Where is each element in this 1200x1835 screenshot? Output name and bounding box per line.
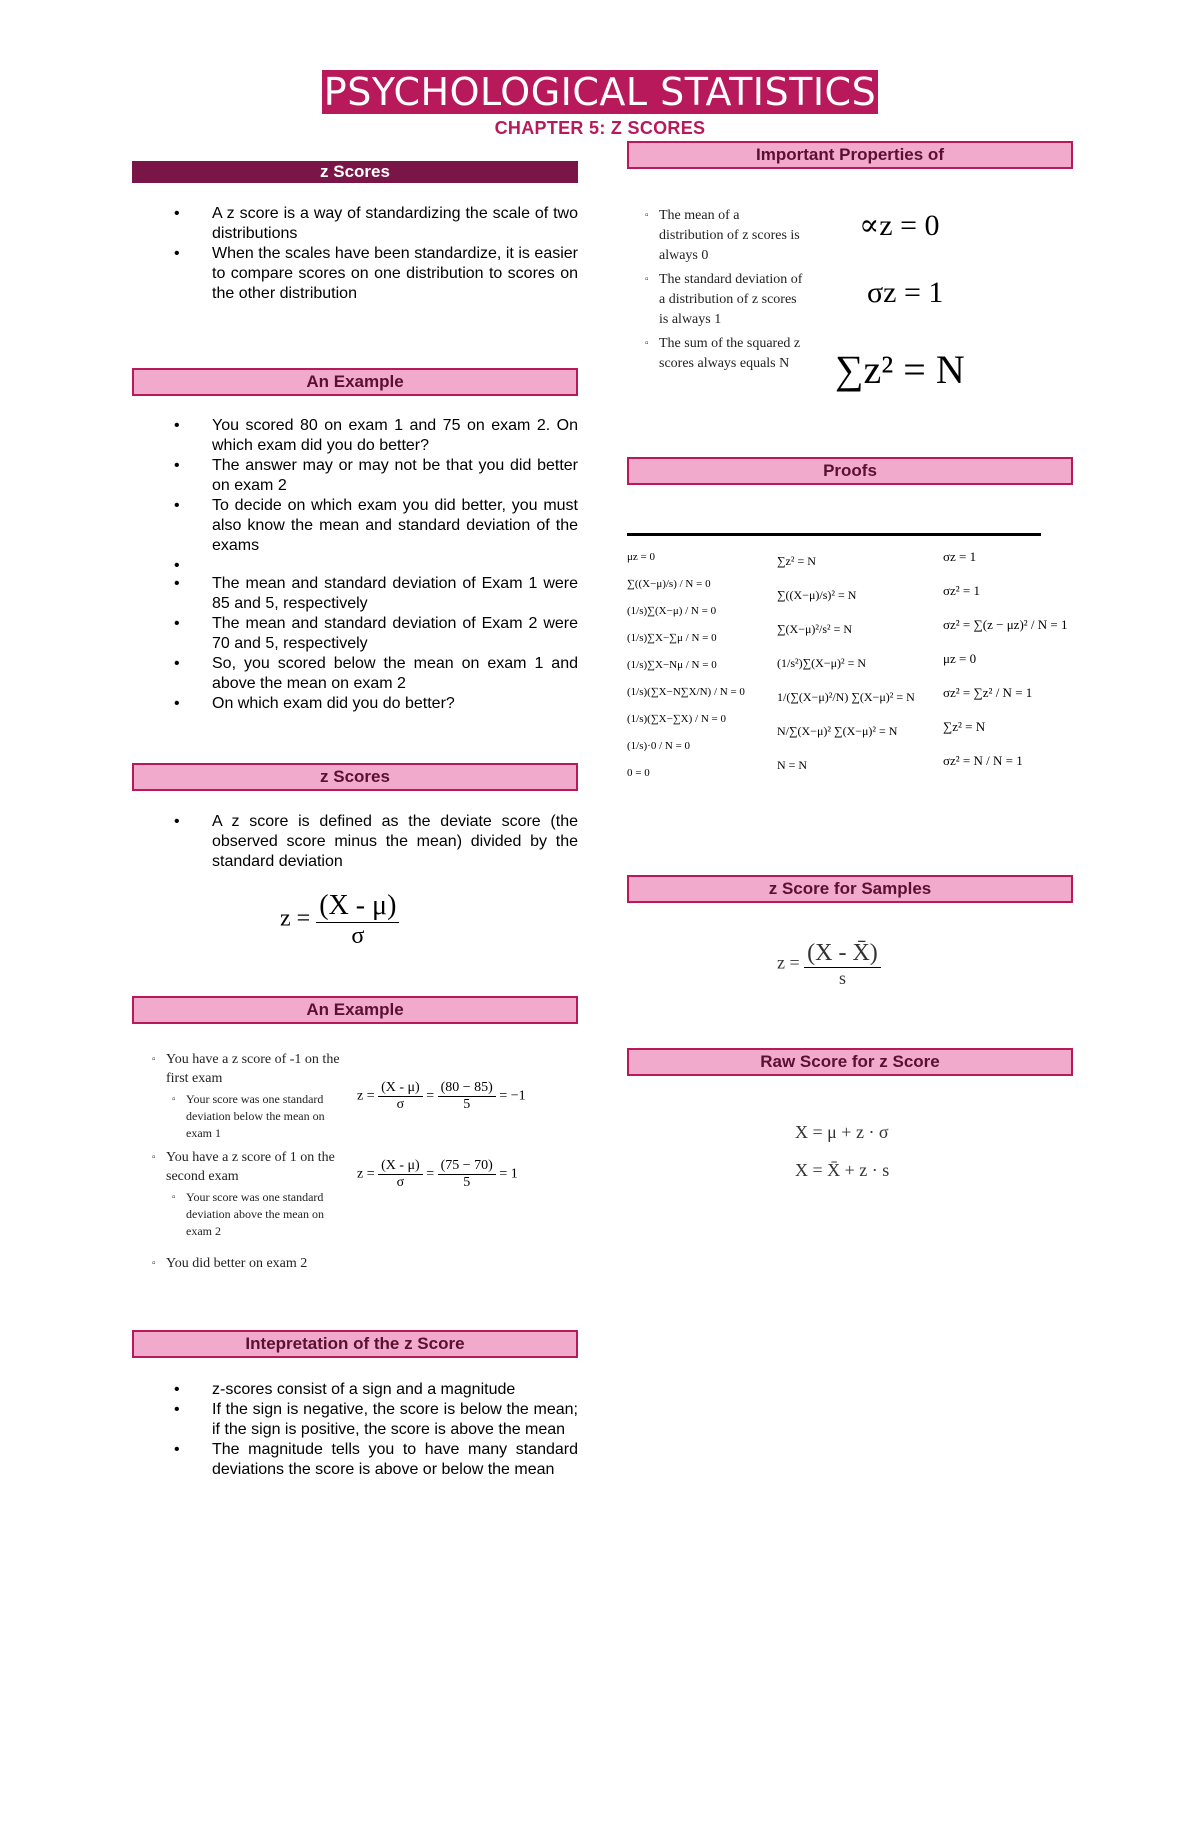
- page-title: PSYCHOLOGICAL STATISTICS: [323, 70, 877, 114]
- example-equation-1: z = $\frac{(X - \mu)}{\sigma}$ = $\frac{(80 - 85)}{5}$ = −1: [357, 1080, 526, 1112]
- bullet-icon: ▫: [645, 338, 649, 349]
- list-item: [152, 1148, 342, 1186]
- proof-column-sd: [943, 540, 1093, 778]
- proof-line: μz = 0: [627, 551, 655, 563]
- chapter-subtitle: CHAPTER 5: Z SCORES: [494, 118, 706, 138]
- eq-fraction: [438, 1080, 496, 1113]
- proof-line: (1/s)(∑X−N∑X/N) / N = 0: [627, 686, 745, 698]
- formula-denominator: σ: [351, 923, 365, 949]
- list-item: [152, 1189, 342, 1240]
- eq-numerator: (X - μ): [378, 1158, 423, 1175]
- section-header-samples: z Score for Samples: [627, 875, 1073, 903]
- list-item: [152, 1254, 342, 1273]
- section-header-raw-score: Raw Score for z Score: [627, 1048, 1073, 1076]
- proof-line: ∑((X−μ)/s) / N = 0: [627, 578, 711, 590]
- formula-numerator: (X - μ): [316, 890, 399, 923]
- list-item-text: You did better on exam 2: [166, 1256, 308, 1271]
- proof-line: σz² = N / N = 1: [943, 753, 1023, 768]
- z-formula: [280, 890, 399, 950]
- list-item: • The mean and standard deviation of Exam 1 were 85 and 5, respectively: [212, 574, 578, 614]
- proof-line: N = N: [777, 758, 808, 772]
- eq-lhs: z =: [357, 1166, 375, 1182]
- list-item: [152, 1050, 342, 1088]
- proof-line: (1/s)∑X−Nμ / N = 0: [627, 659, 717, 671]
- formula-numerator: (X - X̄): [804, 940, 881, 968]
- section-header-z-scores-2: z Scores: [132, 763, 578, 791]
- bullet-icon: ▫: [172, 1192, 176, 1203]
- z-definition-list: [132, 812, 578, 872]
- proof-line: 1/(∑(X−μ)²/N) ∑(X−μ)² = N: [777, 690, 915, 704]
- proof-line: (1/s)∑X−∑μ / N = 0: [627, 632, 717, 644]
- section-header-an-example-2: An Example: [132, 996, 578, 1024]
- list-item-text: The standard deviation of a distribution of z scores is always 1: [659, 272, 803, 327]
- section-header-z-scores: z Scores: [132, 161, 578, 183]
- raw-score-formula-population: X = μ + z · σ: [795, 1122, 889, 1142]
- proof-line: σz² = ∑z² / N = 1: [943, 685, 1033, 700]
- bullet-icon: ▫: [152, 1152, 156, 1163]
- bullet-icon: ▫: [152, 1258, 156, 1269]
- list-item-text: You have a z score of 1 on the second exam: [166, 1150, 335, 1184]
- bullet-icon: ▫: [172, 1094, 176, 1105]
- proof-line: ∑((X−μ)/s)² = N: [777, 588, 857, 602]
- proof-line: 0 = 0: [627, 767, 650, 779]
- example-2-list: [152, 1050, 342, 1273]
- property-formula-sd: σz = 1: [867, 276, 944, 309]
- proof-line: ∑(X−μ)²/s² = N: [777, 622, 853, 636]
- proof-line: ∑z² = N: [943, 719, 986, 734]
- proof-line: (1/s)(∑X−∑X) / N = 0: [627, 713, 726, 725]
- list-item: • The magnitude tells you to have many standard deviations the score is above or below the mean: [212, 1440, 578, 1480]
- proof-column-mean: [627, 544, 777, 787]
- list-item: • z-scores consist of a sign and a magnitude: [212, 1380, 578, 1400]
- proofs-divider: [627, 533, 1041, 536]
- formula-denominator: s: [838, 968, 846, 988]
- list-item: [645, 270, 805, 330]
- list-item-text: The sum of the squared z scores always equals N: [659, 336, 801, 371]
- list-item-text: The mean of a distribution of z scores is always 0: [659, 208, 800, 263]
- property-formula-sum: ∑z² = N: [835, 347, 965, 392]
- list-item: • To decide on which exam you did better, you must also know the mean and standard deviation of the exams: [212, 496, 578, 556]
- list-item: [645, 206, 805, 266]
- list-item: [645, 334, 805, 374]
- formula-lhs: z =: [777, 952, 800, 973]
- eq-fraction: [438, 1158, 496, 1191]
- list-item: • A z score is defined as the deviate score (the observed score minus the mean) divided by the standard deviation: [212, 812, 578, 872]
- list-item: • A z score is a way of standardizing the scale of two distributions: [212, 204, 578, 244]
- proof-line: σz = 1: [943, 549, 977, 564]
- interpretation-bullet-list: [132, 1380, 578, 1480]
- list-item-text: Your score was one standard deviation below the mean on exam 1: [186, 1092, 325, 1140]
- z-scores-bullet-list: [132, 204, 578, 304]
- eq-denominator: σ: [396, 1175, 405, 1190]
- section-header-properties: Important Properties of: [627, 141, 1073, 169]
- list-item-text: Your score was one standard deviation above the mean on exam 2: [186, 1190, 324, 1238]
- example-equation-2: z = $\frac{(X - \mu)}{\sigma}$ = $\frac{(75 - 70)}{5}$ = 1: [357, 1158, 518, 1190]
- spacer: [212, 556, 578, 574]
- proof-line: N/∑(X−μ)² ∑(X−μ)² = N: [777, 724, 898, 738]
- list-item: • On which exam did you do better?: [212, 694, 578, 714]
- title-wrap: [0, 70, 1200, 114]
- formula-lhs: z =: [280, 905, 311, 932]
- eq-numerator: (X - μ): [378, 1080, 423, 1097]
- raw-score-formula-sample: X = X̄ + z · s: [795, 1160, 890, 1180]
- proof-line: (1/s²)∑(X−μ)² = N: [777, 656, 867, 670]
- proof-line: (1/s)∑(X−μ) / N = 0: [627, 605, 717, 617]
- example-bullet-list: [132, 416, 578, 714]
- list-item: • When the scales have been standardize, it is easier to compare scores on one distribution to scores on the other distribution: [212, 244, 578, 304]
- proof-line: σz² = 1: [943, 583, 981, 598]
- list-item: • You scored 80 on exam 1 and 75 on exam 2. On which exam did you do better?: [212, 416, 578, 456]
- list-item: • The answer may or may not be that you did better on exam 2: [212, 456, 578, 496]
- section-header-an-example: An Example: [132, 368, 578, 396]
- section-header-interpretation: Intepretation of the z Score: [132, 1330, 578, 1358]
- eq-fraction: [378, 1158, 423, 1191]
- eq-denominator: 5: [463, 1175, 471, 1190]
- bullet-icon: ▫: [645, 210, 649, 221]
- property-formula-mean: ∝z = 0: [859, 209, 940, 242]
- properties-list: [645, 206, 805, 374]
- list-item: • If the sign is negative, the score is below the mean; if the sign is positive, the score is above the mean: [212, 1400, 578, 1440]
- eq-rhs: = 1: [499, 1166, 518, 1182]
- formula-fraction: [316, 890, 399, 950]
- sample-z-formula: [777, 940, 881, 989]
- eq-denominator: 5: [463, 1097, 471, 1112]
- proof-line: ∑z² = N: [777, 554, 816, 568]
- eq-denominator: σ: [396, 1097, 405, 1112]
- proof-line: (1/s)·0 / N = 0: [627, 740, 691, 752]
- eq-rhs: = −1: [499, 1088, 526, 1104]
- formula-fraction: [804, 940, 881, 989]
- list-item: • The mean and standard deviation of Exam 2 were 70 and 5, respectively: [212, 614, 578, 654]
- section-header-proofs: Proofs: [627, 457, 1073, 485]
- proof-column-sum: [777, 544, 937, 782]
- bullet-icon: ▫: [645, 274, 649, 285]
- eq-lhs: z =: [357, 1088, 375, 1104]
- eq-numerator: (75 − 70): [438, 1158, 496, 1175]
- list-item-text: You have a z score of -1 on the first exam: [166, 1052, 340, 1086]
- list-item: [152, 1091, 342, 1142]
- list-item: • So, you scored below the mean on exam 1 and above the mean on exam 2: [212, 654, 578, 694]
- bullet-icon: ▫: [152, 1054, 156, 1065]
- eq-numerator: (80 − 85): [438, 1080, 496, 1097]
- eq-fraction: [378, 1080, 423, 1113]
- proof-line: σz² = ∑(z − μz)² / N = 1: [943, 617, 1068, 632]
- proof-line: μz = 0: [943, 651, 977, 666]
